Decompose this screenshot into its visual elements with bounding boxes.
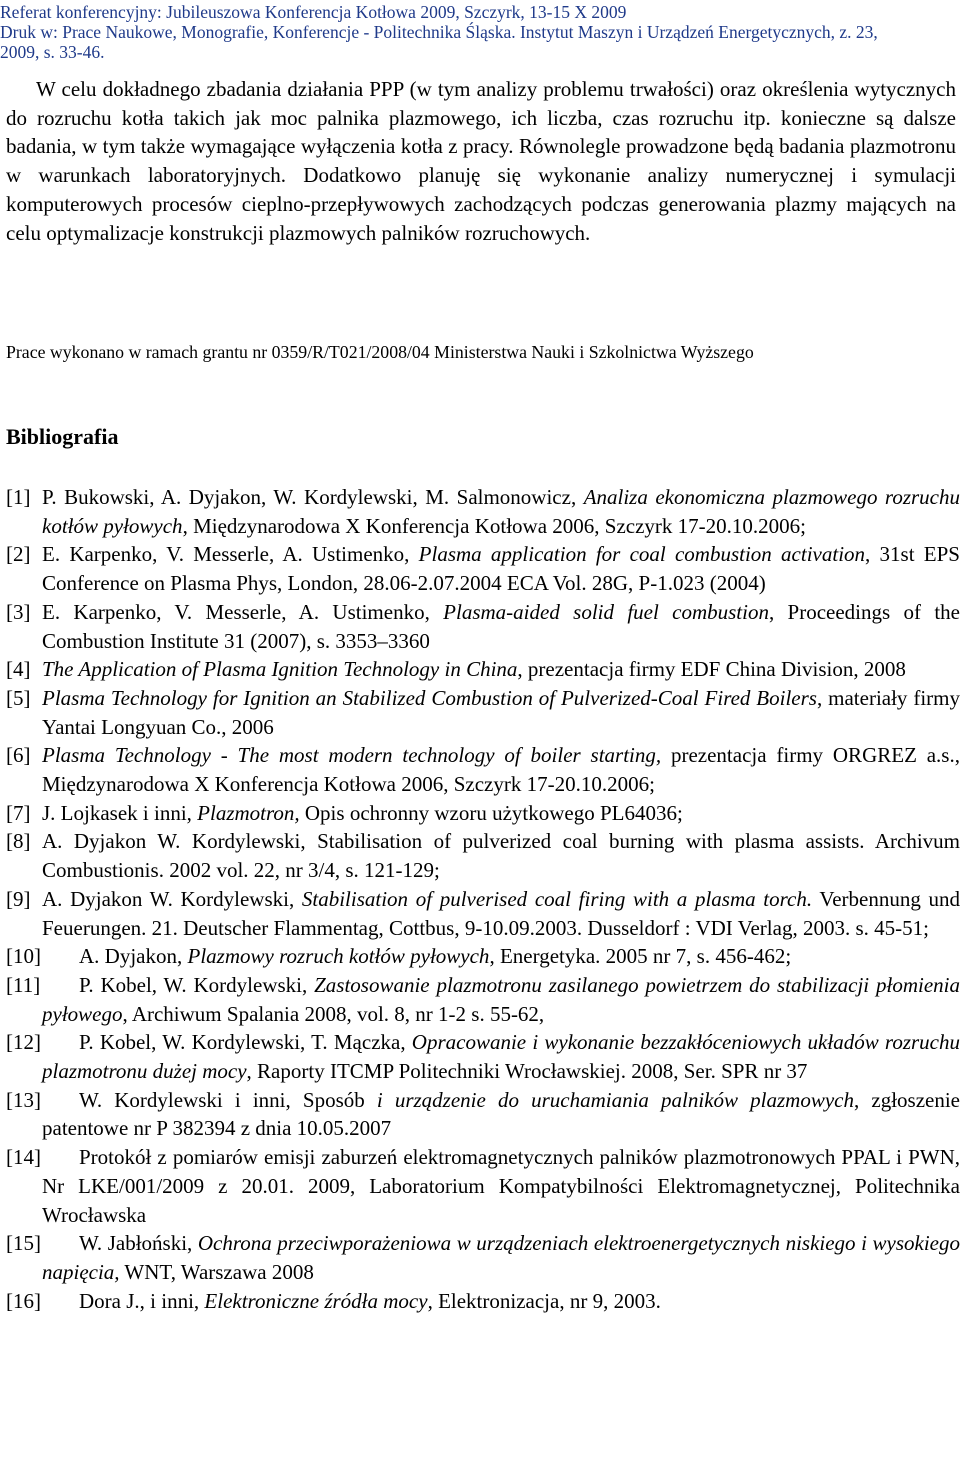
reference-number: [3]	[6, 599, 31, 624]
reference-item	[6, 598, 960, 655]
reference-authors: P. Kobel, W. Kordylewski, T. Mączka,	[79, 1030, 412, 1055]
reference-item	[6, 741, 960, 798]
reference-number: [5]	[6, 685, 31, 710]
reference-number: [9]	[6, 886, 31, 911]
reference-number: [15]	[6, 1231, 41, 1256]
reference-number: [13]	[6, 1087, 41, 1112]
reference-source: prezentacja firmy ORGREZ a.s., Międzynarodowa X Konferencja Kotłowa 2006, Szczyrk 17-20.10.2006;	[42, 743, 960, 797]
reference-number: [4]	[6, 657, 31, 682]
reference-source: Verbennung und Feuerungen. 21. Deutscher Flammentag, Cottbus, 9-10.09.2003. Dusseldorf : VDI Verlag, 2003. s. 45-51;	[42, 886, 960, 940]
reference-list	[6, 483, 960, 1315]
header-line-2: Druk w: Prace Naukowe, Monografie, Konferencje - Politechnika Śląska. Instytut Maszyn i Urządzeń Energetycznych, z. 23,	[0, 22, 878, 42]
reference-title: Plasma-aided solid fuel combustion	[443, 599, 769, 624]
reference-authors: P. Kobel, W. Kordylewski,	[79, 972, 315, 997]
reference-title: Plazmowy rozruch kotłów pyłowych	[187, 944, 490, 969]
reference-number: [14]	[6, 1145, 41, 1170]
reference-item	[6, 1287, 960, 1316]
reference-number: [12]	[6, 1030, 41, 1055]
reference-authors: Protokół z pomiarów emisji zaburzeń elektromagnetycznych palników plazmotronowych PPAL i PWN, Nr LKE/001/2009 z 20.01. 2009, Laboratorium Kompatybilności Elektromagnetycznej, Politechnika Wrocławska	[42, 1145, 960, 1227]
grant-note: Prace wykonano w ramach grantu nr 0359/R/T021/2008/04 Ministerstwa Nauki i Szkolnictwa Wyższego	[6, 342, 754, 362]
reference-authors: A. Dyjakon W. Kordylewski,	[42, 886, 302, 911]
reference-number: [16]	[6, 1288, 41, 1313]
reference-item	[6, 942, 960, 971]
header-line-3: 2009, s. 33-46.	[0, 42, 105, 62]
reference-title: Analiza ekonomiczna plazmowego rozruchu kotłów pyłowych	[42, 485, 960, 538]
reference-source: , materiały firmy Yantai Longyuan Co., 2006	[42, 685, 960, 739]
reference-item	[6, 1143, 960, 1229]
reference-title: Plazmotron,	[197, 800, 300, 825]
reference-item	[6, 1028, 960, 1085]
reference-title: Ochrona przeciwporażeniowa w urządzeniach elektroenergetycznych niskiego i wysokiego napięcia,	[42, 1231, 960, 1284]
reference-item	[6, 971, 960, 1028]
reference-source: , prezentacja firmy EDF China Division, 2008	[517, 657, 906, 682]
reference-source: , 31st EPS Conference on Plasma Phys, London, 28.06-2.07.2004 ECA Vol. 28G, P-1.023 (2004)	[42, 542, 960, 596]
reference-number: [8]	[6, 829, 31, 854]
reference-authors: Dora J., i inni,	[79, 1288, 205, 1313]
reference-item	[6, 483, 960, 540]
reference-title: The Application of Plasma Ignition Technology in China	[42, 657, 518, 682]
reference-item	[6, 885, 960, 942]
reference-title: Plasma application for coal combustion activation	[418, 542, 866, 567]
reference-source: Opis ochronny wzoru użytkowego PL64036;	[299, 800, 683, 825]
bibliography-heading: Bibliografia	[6, 424, 119, 449]
reference-authors: P. Bukowski, A. Dyjakon, W. Kordylewski, M. Salmonowicz,	[42, 485, 584, 509]
reference-item	[6, 1086, 960, 1143]
reference-source: , Proceedings of the Combustion Institute 31 (2007), s. 3353–3360	[42, 599, 960, 653]
reference-title: Elektroniczne źródła mocy	[204, 1288, 428, 1313]
header-line-1: Referat konferencyjny: Jubileuszowa Konferencja Kotłowa 2009, Szczyrk, 13-15 X 2009	[0, 2, 627, 22]
reference-item	[6, 827, 960, 884]
reference-title: Zastosowanie plazmotronu zasilanego powietrzem do stabilizacji płomienia pyłowego	[42, 972, 960, 1026]
reference-number: [11]	[6, 972, 41, 997]
reference-source: , zgłoszenie patentowe nr P 382394 z dnia 10.05.2007	[42, 1087, 960, 1141]
reference-item	[6, 799, 960, 828]
reference-source: , Raporty ITCMP Politechniki Wrocławskiej. 2008, Ser. SPR nr 37	[246, 1059, 808, 1084]
reference-authors: E. Karpenko, V. Messerle, A. Ustimenko,	[42, 542, 419, 567]
reference-source: , Elektronizacja, nr 9, 2003.	[427, 1288, 661, 1313]
reference-item	[6, 655, 960, 684]
reference-item	[6, 540, 960, 597]
reference-item	[6, 684, 960, 741]
reference-item	[6, 1229, 960, 1286]
reference-authors: W. Kordylewski i inni, Sposób	[79, 1087, 377, 1112]
reference-source: WNT, Warszawa 2008	[119, 1259, 314, 1284]
reference-number: [7]	[6, 800, 31, 825]
citation-header	[0, 2, 960, 62]
reference-title: i urządzenie do uruchamiania palników plazmowych	[376, 1087, 854, 1112]
reference-authors: E. Karpenko, V. Messerle, A. Ustimenko,	[42, 599, 444, 624]
reference-title: Opracowanie i wykonanie bezzakłóceniowych układów rozruchu plazmotronu dużej mocy	[42, 1030, 960, 1084]
reference-title: Plasma Technology - The most modern technology of boiler starting,	[42, 743, 662, 768]
reference-number: [1]	[6, 485, 31, 509]
reference-source: , Energetyka. 2005 nr 7, s. 456-462;	[489, 944, 792, 969]
reference-number: [10]	[6, 944, 41, 969]
reference-authors: W. Jabłoński,	[79, 1231, 198, 1256]
body-paragraph: W celu dokładnego zbadania działania PPP (w tym analizy problemu trwałości) oraz określenia wytycznych do rozruchu kotła takich jak moc palnika plazmowego, ich liczba, czas rozruchu itp. konieczne są dalsze badania, w tym także wymagające wyłączenia kotła z pracy. Równolegle prowadzone będą badania plazmotronu w warunkach laboratoryjnych. Dodatkowo planuję się wykonanie analizy numerycznej i symulacji komputerowych procesów cieplno-przepływowych zachodzących podczas generowania plazmy mających na celu optymalizacje konstrukcji plazmowych palników rozruchowych.	[6, 77, 956, 245]
reference-authors: A. Dyjakon,	[79, 944, 188, 969]
reference-title: Plasma Technology for Ignition an Stabilized Combustion of Pulverized-Coal Fired Boilers	[42, 685, 817, 710]
reference-number: [6]	[6, 743, 31, 768]
reference-authors: A. Dyjakon W. Kordylewski, Stabilisation of pulverized coal burning with plasma assists. Archivum Combustionis. 2002 vol. 22, nr 3/4, s. 121-129;	[42, 829, 960, 883]
reference-title: Stabilisation of pulverised coal firing with a plasma torch.	[301, 886, 813, 911]
reference-source: , Archiwum Spalania 2008, vol. 8, nr 1-2 s. 55-62,	[122, 1001, 545, 1026]
reference-source: , Międzynarodowa X Konferencja Kotłowa 2006, Szczyrk 17-20.10.2006;	[182, 513, 806, 538]
reference-authors: J. Lojkasek i inni,	[42, 800, 198, 825]
reference-number: [2]	[6, 542, 31, 567]
